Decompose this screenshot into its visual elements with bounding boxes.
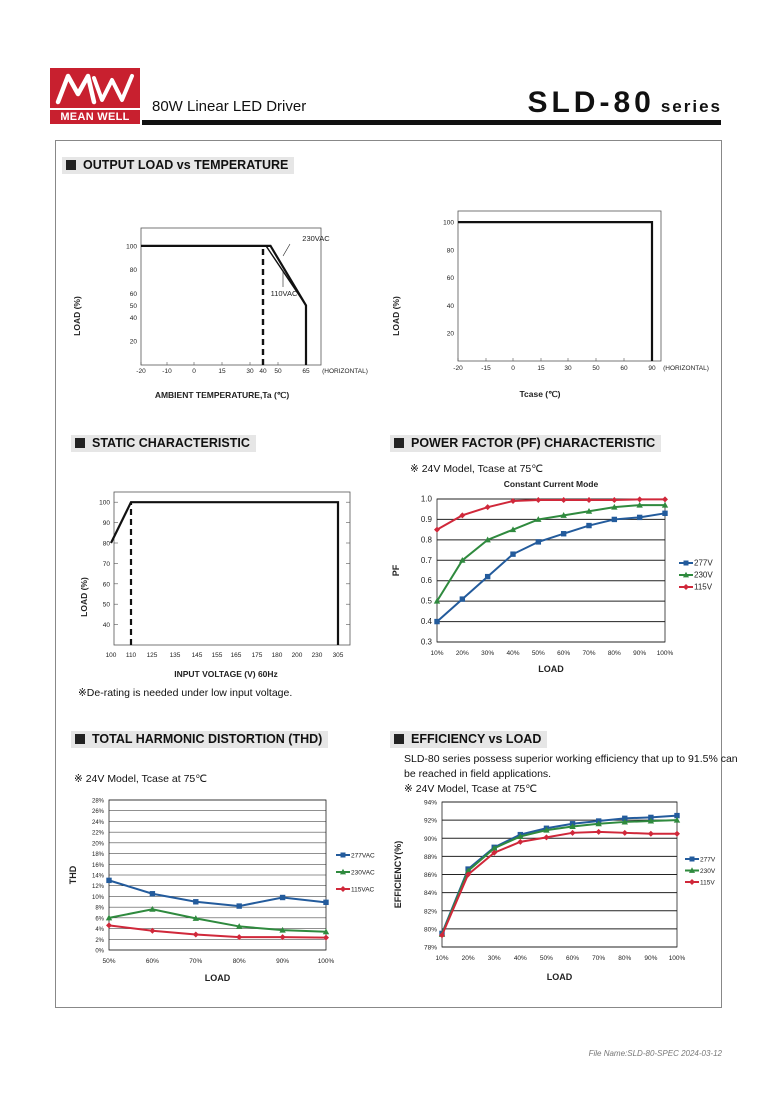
thd-xtick-label: 100% (317, 958, 335, 965)
tc-xtick-label: 50 (592, 365, 600, 372)
static-xtick-label: 305 (332, 652, 344, 659)
tc-x-unit-label: (HORIZONTAL) (663, 365, 709, 372)
pf-xtick-label: 90% (633, 650, 647, 657)
eff-legend-marker-277v (690, 857, 695, 862)
eff-ytick-label: 80% (423, 926, 437, 934)
static-xtick-label: 100 (105, 652, 117, 659)
tc-ylabel: LOAD (%) (391, 296, 401, 336)
tc-xlabel: Tcase (℃) (519, 389, 561, 399)
ta-annotation-110vac: 110VAC (270, 289, 298, 298)
static-xtick-label: 200 (291, 652, 303, 659)
static-load-line (111, 502, 338, 645)
ta-xtick-label: 0 (192, 368, 196, 375)
static-ylabel: LOAD (%) (79, 577, 89, 617)
thd-point-277vac (106, 878, 111, 883)
pf-xtick-label: 10% (430, 650, 444, 657)
eff-xtick-label: 60% (566, 955, 580, 962)
product-subtitle: 80W Linear LED Driver (152, 98, 307, 115)
pf-ytick-label: 0.5 (420, 596, 432, 606)
pf-ytick-label: 0.3 (420, 637, 432, 647)
pf-condition-note: ※ 24V Model, Tcase at 75℃ (410, 463, 544, 475)
static-derating-note: ※De-rating is needed under low input voltage. (78, 687, 293, 699)
eff-ytick-label: 78% (423, 944, 437, 952)
efficiency-description-line2: be reached in field applications. (404, 768, 552, 780)
eff-xtick-label: 20% (461, 955, 475, 962)
ta-xtick-label: 15 (218, 368, 226, 375)
tc-xtick-label: 60 (620, 365, 628, 372)
ta-xtick-label: -20 (136, 368, 146, 375)
tc-xtick-label: 30 (564, 365, 572, 372)
tc-plot-frame (458, 211, 661, 361)
ta-series-230vac (141, 246, 306, 365)
pf-legend-label-115v: 115V (694, 582, 713, 592)
file-name-footer: File Name:SLD-80-SPEC 2024-03-12 (588, 1049, 722, 1058)
eff-xtick-label: 10% (435, 955, 449, 962)
static-xtick-label: 110 (125, 652, 137, 659)
ta-ytick-label: 40 (129, 314, 137, 322)
thd-ytick-label: 6% (95, 916, 104, 923)
thd-ytick-label: 16% (91, 862, 104, 869)
thd-xtick-label: 60% (145, 958, 159, 965)
pf-ytick-label: 0.7 (420, 555, 432, 565)
thd-ytick-label: 20% (91, 841, 104, 848)
static-ytick-label: 90 (102, 520, 110, 528)
ta-xtick-label: 65 (302, 368, 310, 375)
efficiency-condition-note: ※ 24V Model, Tcase at 75℃ (404, 783, 538, 795)
tc-xtick-label: 15 (537, 365, 545, 372)
static-xtick-label: 180 (271, 652, 283, 659)
eff-xlabel: LOAD (546, 972, 573, 982)
pf-point-277v (561, 531, 566, 536)
pf-point-277v (662, 511, 667, 516)
pf-ylabel: PF (391, 564, 401, 577)
ta-ytick-label: 80 (129, 267, 137, 275)
thd-ytick-label: 0% (95, 948, 104, 955)
eff-ytick-label: 92% (423, 817, 437, 825)
thd-ytick-label: 8% (95, 905, 104, 912)
pf-xtick-label: 40% (506, 650, 520, 657)
ta-xtick-label: 40 (259, 368, 267, 375)
tc-xtick-label: 90 (648, 365, 656, 372)
pf-ytick-label: 1.0 (420, 494, 432, 504)
eff-legend-label-230v: 230V (700, 868, 716, 875)
pf-legend-marker-277v (684, 561, 689, 566)
thd-legend-label-115vac: 115VAC (351, 886, 375, 894)
thd-ytick-label: 14% (91, 873, 104, 880)
eff-ytick-label: 82% (423, 908, 437, 916)
section-title-output-load: OUTPUT LOAD vs TEMPERATURE (62, 157, 294, 174)
pf-ytick-label: 0.9 (420, 514, 432, 524)
eff-xtick-label: 90% (644, 955, 658, 962)
thd-legend-label-277vac: 277VAC (351, 852, 375, 860)
tc-derating-line (458, 222, 652, 361)
eff-ytick-label: 90% (423, 835, 437, 843)
eff-xtick-label: 100% (668, 955, 686, 962)
eff-legend-marker-115v (689, 879, 695, 885)
static-xtick-label: 175 (251, 652, 263, 659)
pf-xlabel: LOAD (538, 664, 564, 674)
static-ytick-label: 70 (102, 560, 110, 568)
pf-point-277v (434, 619, 439, 624)
thd-xtick-label: 80% (232, 958, 246, 965)
static-xtick-label: 135 (169, 652, 181, 659)
thd-point-277vac (150, 891, 155, 896)
static-xtick-label: 155 (211, 652, 223, 659)
tc-ytick-label: 100 (443, 219, 454, 227)
pf-plot-frame (437, 499, 665, 642)
static-ytick-label: 100 (99, 499, 110, 507)
thd-legend-marker-115vac (340, 886, 346, 892)
pf-ytick-label: 0.8 (420, 535, 432, 545)
thd-legend-marker-277vac (341, 853, 346, 858)
eff-xtick-label: 40% (513, 955, 527, 962)
thd-xtick-label: 70% (189, 958, 203, 965)
pf-point-277v (485, 574, 490, 579)
pf-xtick-label: 100% (656, 650, 674, 657)
static-xtick-label: 125 (146, 652, 158, 659)
eff-xtick-label: 70% (592, 955, 606, 962)
static-ytick-label: 50 (102, 601, 110, 609)
eff-xtick-label: 30% (487, 955, 501, 962)
ta-ylabel: LOAD (%) (72, 296, 82, 336)
eff-xtick-label: 80% (618, 955, 632, 962)
pf-point-277v (460, 596, 465, 601)
eff-ytick-label: 94% (423, 799, 437, 807)
tc-xtick-label: -20 (453, 365, 463, 372)
pf-ytick-label: 0.6 (420, 576, 432, 586)
pf-legend-label-277v: 277V (694, 558, 713, 568)
eff-ylabel: EFFICIENCY(%) (393, 840, 403, 909)
ta-xlabel: AMBIENT TEMPERATURE,Ta (℃) (154, 390, 290, 400)
eff-legend-label-115v: 115V (700, 879, 715, 887)
thd-xtick-label: 90% (276, 958, 290, 965)
eff-ytick-label: 84% (423, 890, 437, 898)
thd-point-277vac (280, 895, 285, 900)
thd-ytick-label: 28% (91, 798, 104, 805)
thd-point-277vac (237, 903, 242, 908)
pf-xtick-label: 70% (582, 650, 596, 657)
pf-xtick-label: 60% (557, 650, 571, 657)
tc-ytick-label: 60 (446, 275, 454, 283)
ta-xtick-label: 50 (274, 368, 282, 375)
logo-text: MEAN WELL (50, 108, 140, 124)
section-title-efficiency: EFFICIENCY vs LOAD (390, 731, 547, 748)
efficiency-description-line1: SLD-80 series possess superior working efficiency that up to 91.5% can (404, 753, 738, 765)
section-title-pf: POWER FACTOR (PF) CHARACTERISTIC (390, 435, 661, 452)
thd-ylabel: THD (68, 865, 78, 885)
thd-ytick-label: 22% (91, 830, 104, 837)
static-xlabel: INPUT VOLTAGE (V) 60Hz (174, 669, 278, 679)
section-title-static: STATIC CHARACTERISTIC (71, 435, 256, 452)
pf-point-277v (586, 523, 591, 528)
thd-ytick-label: 4% (95, 927, 104, 934)
thd-xlabel: LOAD (204, 973, 231, 983)
ta-xtick-label: 30 (246, 368, 254, 375)
tc-ytick-label: 20 (446, 330, 454, 338)
pf-legend-label-230v: 230V (694, 570, 713, 580)
ta-ytick-label: 20 (129, 338, 137, 346)
pf-point-277v (510, 551, 515, 556)
static-xtick-label: 145 (191, 652, 203, 659)
section-title-thd: TOTAL HARMONIC DISTORTION (THD) (71, 731, 328, 748)
ta-annotation-230vac: 230VAC (302, 234, 330, 243)
pf-legend-marker-115v (683, 584, 689, 590)
static-ytick-label: 40 (102, 622, 110, 630)
thd-ytick-label: 10% (91, 894, 104, 901)
eff-xtick-label: 50% (539, 955, 553, 962)
thd-ytick-label: 12% (91, 884, 104, 891)
ta-ytick-label: 100 (126, 243, 137, 251)
thd-ytick-label: 18% (91, 852, 104, 859)
pf-point-277v (637, 515, 642, 520)
ta-ytick-label: 60 (129, 291, 137, 299)
pf-title: Constant Current Mode (503, 479, 599, 489)
pf-point-277v (612, 517, 617, 522)
static-xtick-label: 230 (311, 652, 323, 659)
pf-point-277v (536, 539, 541, 544)
thd-xtick-label: 50% (102, 958, 116, 965)
thd-point-277vac (323, 900, 328, 905)
ta-x-unit-label: (HORIZONTAL) (322, 368, 368, 375)
tc-ytick-label: 40 (446, 302, 454, 310)
static-ytick-label: 80 (102, 540, 110, 548)
thd-ytick-label: 24% (91, 819, 104, 826)
tc-ytick-label: 80 (446, 247, 454, 255)
eff-legend-label-277v: 277V (700, 856, 716, 864)
eff-ytick-label: 88% (423, 853, 437, 861)
series-word: series (660, 97, 722, 116)
ta-leader-230vac (283, 244, 290, 256)
pf-xtick-label: 30% (481, 650, 495, 657)
pf-ytick-label: 0.4 (420, 617, 432, 627)
thd-ytick-label: 26% (91, 809, 104, 816)
thd-ytick-label: 2% (95, 937, 104, 944)
thd-point-277vac (193, 899, 198, 904)
thd-legend-label-230vac: 230VAC (351, 869, 375, 877)
tc-xtick-label: 0 (511, 365, 515, 372)
static-plot-frame (114, 492, 350, 645)
ta-ytick-label: 50 (129, 302, 137, 310)
thd-condition-note: ※ 24V Model, Tcase at 75℃ (74, 773, 208, 785)
ta-xtick-label: -10 (162, 368, 172, 375)
static-ytick-label: 60 (102, 581, 110, 589)
model-name: SLD-80 (527, 86, 655, 119)
pf-xtick-label: 80% (607, 650, 621, 657)
tc-xtick-label: -15 (481, 365, 491, 372)
pf-xtick-label: 20% (455, 650, 469, 657)
pf-xtick-label: 50% (531, 650, 545, 657)
eff-ytick-label: 86% (423, 872, 437, 879)
static-xtick-label: 165 (230, 652, 242, 659)
